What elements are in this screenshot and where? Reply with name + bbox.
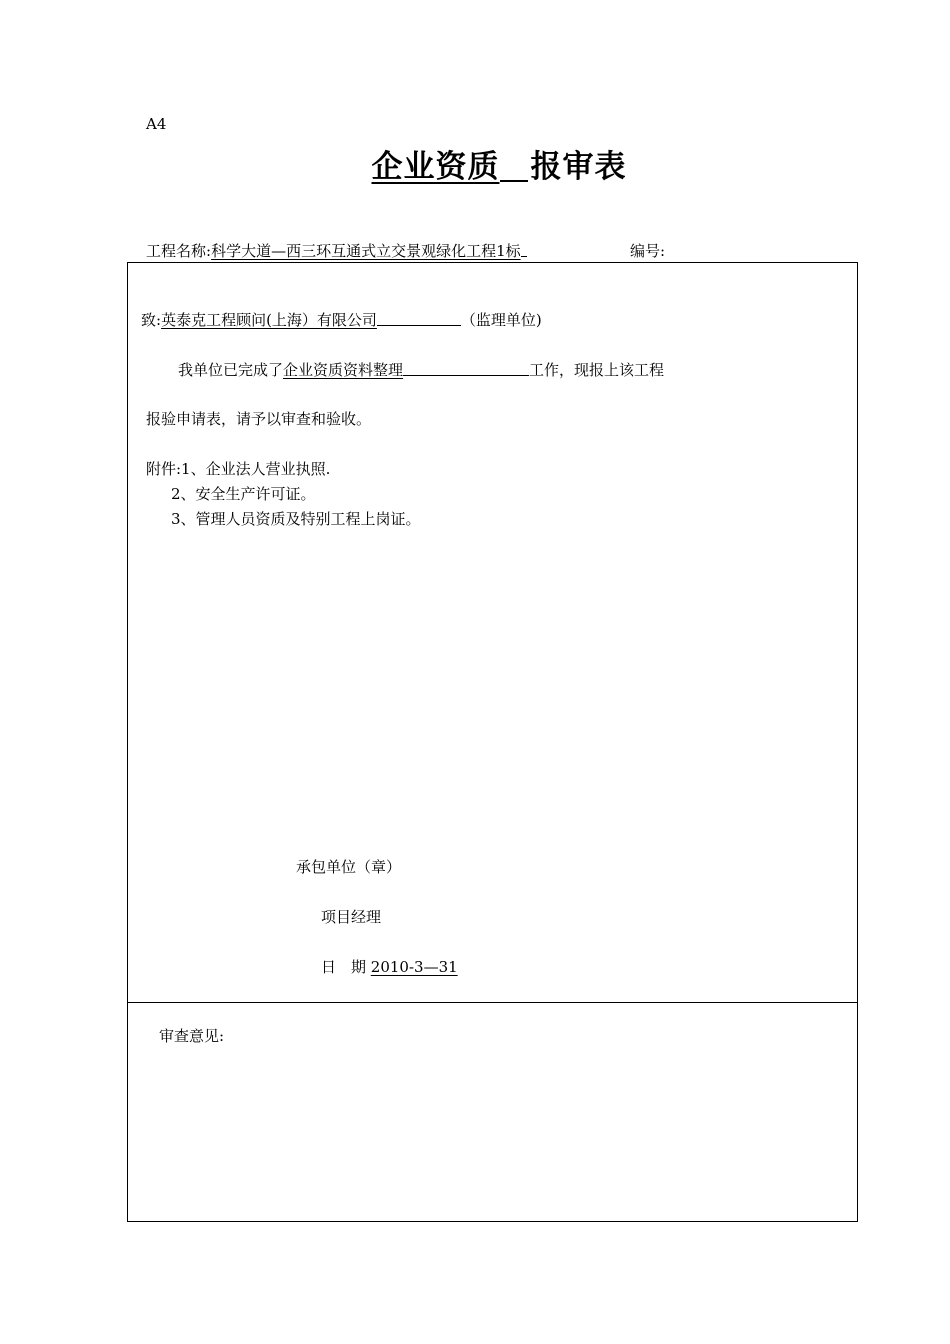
title-blank — [500, 179, 528, 182]
statement-suffix: 工作，现报上该工程 — [529, 361, 665, 379]
page-title — [0, 141, 950, 186]
form-code: A4 — [146, 115, 167, 133]
date-value: 2010-3—31 — [370, 958, 458, 976]
statement-line-1 — [178, 359, 664, 380]
statement-line-2: 报验申请表，请予以审查和验收。 — [146, 410, 372, 428]
review-box — [127, 1002, 858, 1222]
attachment-2: 2、安全生产许可证。 — [171, 485, 316, 503]
project-name-value: 科学大道—西三环互通式立交景观绿化工程1标 — [211, 242, 521, 260]
title-part-1: 企业资质 — [371, 149, 500, 185]
statement-work: 企业资质资料整理 — [283, 361, 404, 379]
date-line — [321, 956, 458, 977]
contractor-label: 承包单位（章） — [296, 858, 402, 876]
recipient-name: 英泰克工程顾问(上海）有限公司 — [161, 311, 377, 329]
project-manager-label: 项目经理 — [321, 908, 382, 926]
recipient-prefix: 致: — [141, 311, 162, 329]
recipient-blank — [377, 311, 461, 326]
title-part-2: 报审表 — [530, 149, 627, 185]
project-name-line — [146, 240, 527, 261]
serial-number-label: 编号: — [630, 242, 666, 260]
statement-blank — [403, 361, 529, 376]
review-opinion-label: 审查意见: — [159, 1027, 225, 1045]
project-name-label: 工程名称: — [146, 242, 212, 260]
recipient-line — [141, 309, 542, 330]
attachment-1: 附件:1、企业法人营业执照. — [146, 460, 331, 478]
statement-prefix: 我单位已完成了 — [178, 361, 284, 379]
attachment-3: 3、管理人员资质及特别工程上岗证。 — [171, 510, 421, 528]
date-label: 日 期 — [321, 958, 367, 976]
recipient-suffix: （监理单位) — [460, 311, 542, 329]
project-name-blank — [521, 242, 527, 257]
